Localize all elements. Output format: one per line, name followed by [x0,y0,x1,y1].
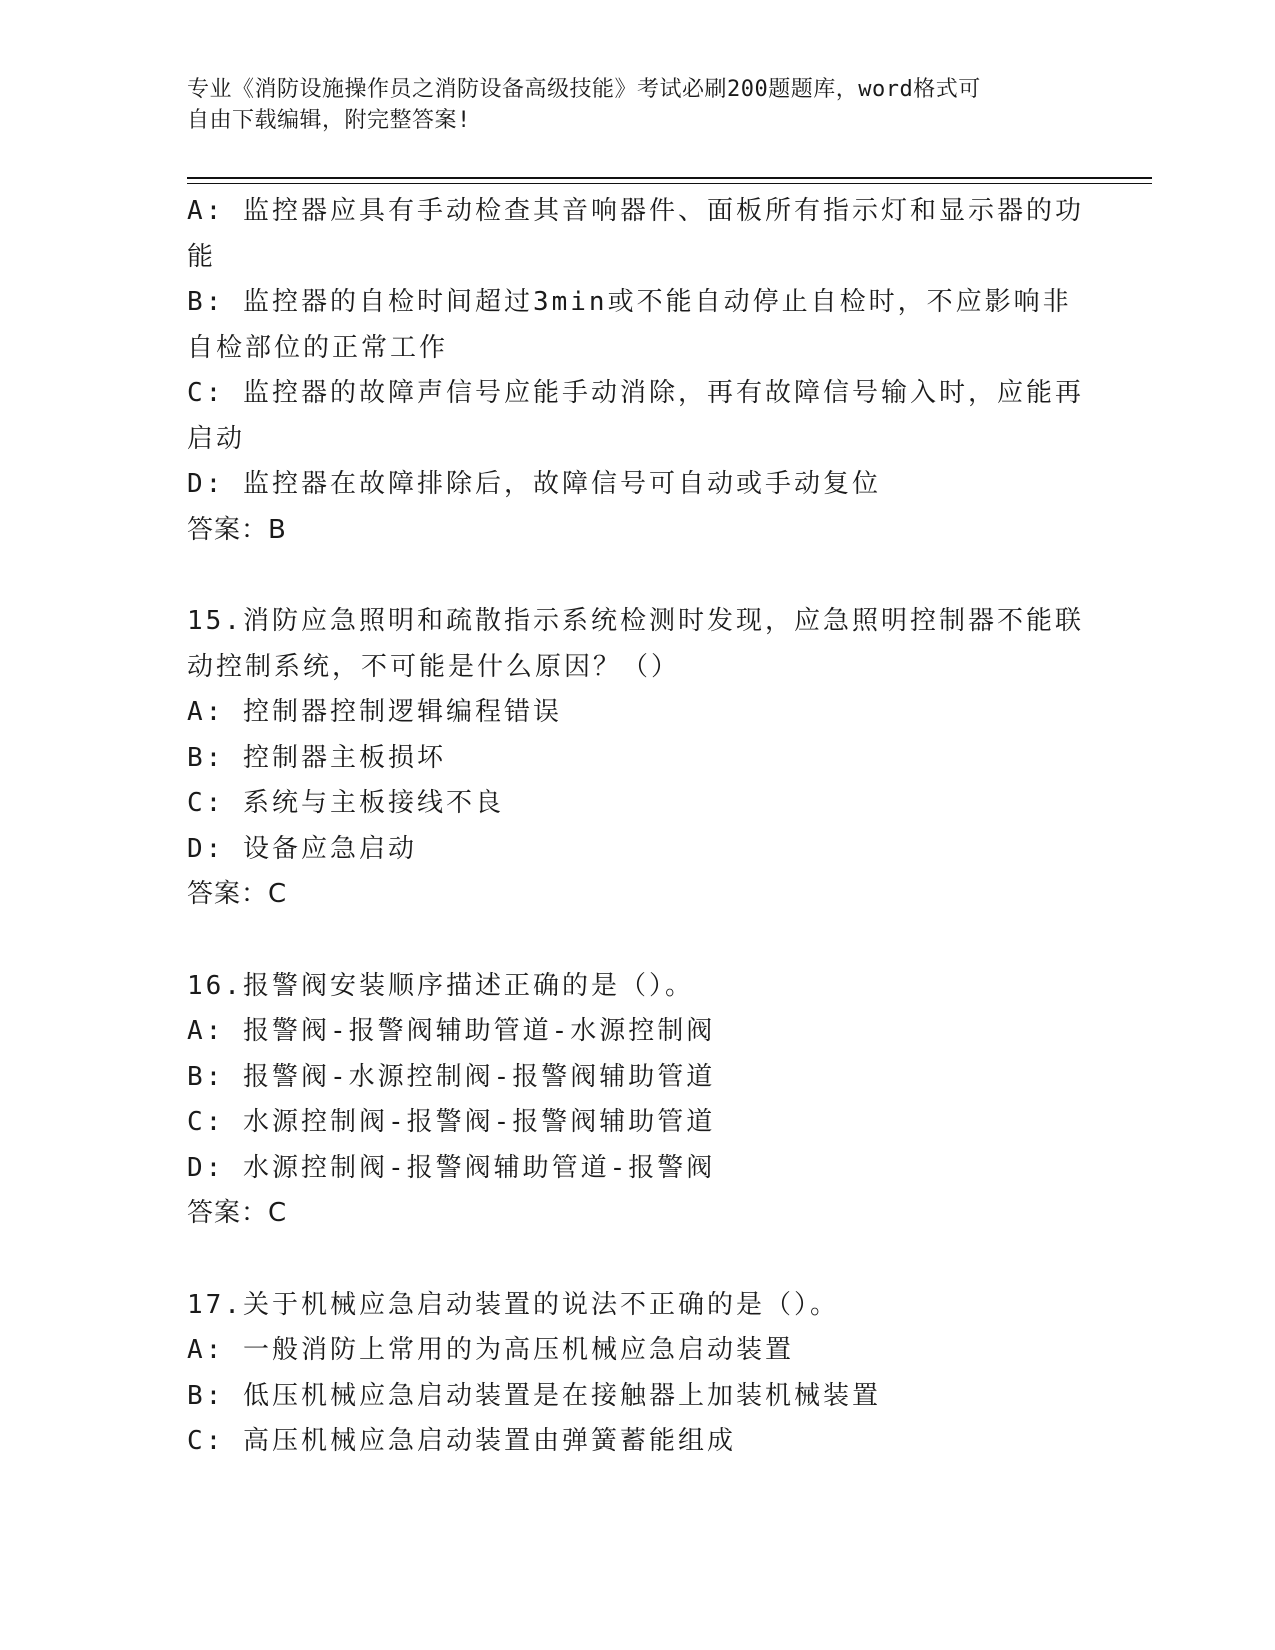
q17-option-c: C: 高压机械应急启动装置由弹簧蓄能组成 [187,1426,736,1456]
header-divider-thick [187,177,1152,179]
question-15 [187,599,1087,918]
q16-option-b: B: 报警阀-水源控制阀-报警阀辅助管道 [187,1061,716,1092]
q15-answer: 答案：C [187,879,288,909]
q15-stem-line-2: 动控制系统，不可能是什么原因？（） [187,651,681,682]
q16-option-c: C: 水源控制阀-报警阀-报警阀辅助管道 [187,1107,716,1137]
question-14-options [187,189,1087,553]
q15-option-c: C: 系统与主板接线不良 [187,788,504,818]
question-16 [187,964,1087,1237]
document-header [187,74,1067,136]
q14-option-a-line-1: A: 监控器应具有手动检查其音响器件、面板所有指示灯和显示器的功 [187,196,1084,226]
q15-option-d: D: 设备应急启动 [187,833,417,864]
q16-option-a: A: 报警阀-报警阀辅助管道-水源控制阀 [187,1016,716,1046]
q14-option-a-line-2: 能 [187,241,217,272]
header-divider-thin [187,183,1152,184]
spacer [187,553,1087,599]
q14-option-b-line-1: B: 监控器的自检时间超过3min或不能自动停止自检时，不应影响非 [187,287,1072,317]
question-list [187,189,1087,1465]
q14-option-d: D: 监控器在故障排除后，故障信号可自动或手动复位 [187,469,881,499]
q17-stem: 17.关于机械应急启动装置的说法不正确的是（）。 [187,1289,839,1320]
question-17 [187,1283,1087,1465]
spacer [187,918,1087,964]
q15-stem-line-1: 15.消防应急照明和疏散指示系统检测时发现，应急照明控制器不能联 [187,606,1084,636]
spacer [187,1237,1087,1283]
q14-option-c-line-2: 启动 [187,423,246,454]
q16-option-d: D: 水源控制阀-报警阀辅助管道-报警阀 [187,1152,716,1183]
q16-answer: 答案：C [187,1198,288,1228]
header-line-1: 专业《消防设施操作员之消防设备高级技能》考试必刷200题题库，word格式可 [187,77,981,102]
q17-option-b: B: 低压机械应急启动装置是在接触器上加装机械装置 [187,1380,881,1411]
q16-stem: 16.报警阀安装顺序描述正确的是（）。 [187,970,694,1001]
header-line-2: 自由下载编辑，附完整答案! [187,108,471,133]
q17-option-a: A: 一般消防上常用的为高压机械应急启动装置 [187,1335,794,1365]
q14-answer: 答案：B [187,514,287,545]
q14-option-b-line-2: 自检部位的正常工作 [187,332,449,363]
q15-option-b: B: 控制器主板损坏 [187,742,446,773]
q15-option-a: A: 控制器控制逻辑编程错误 [187,697,562,727]
q14-option-c-line-1: C: 监控器的故障声信号应能手动消除，再有故障信号输入时，应能再 [187,378,1084,408]
